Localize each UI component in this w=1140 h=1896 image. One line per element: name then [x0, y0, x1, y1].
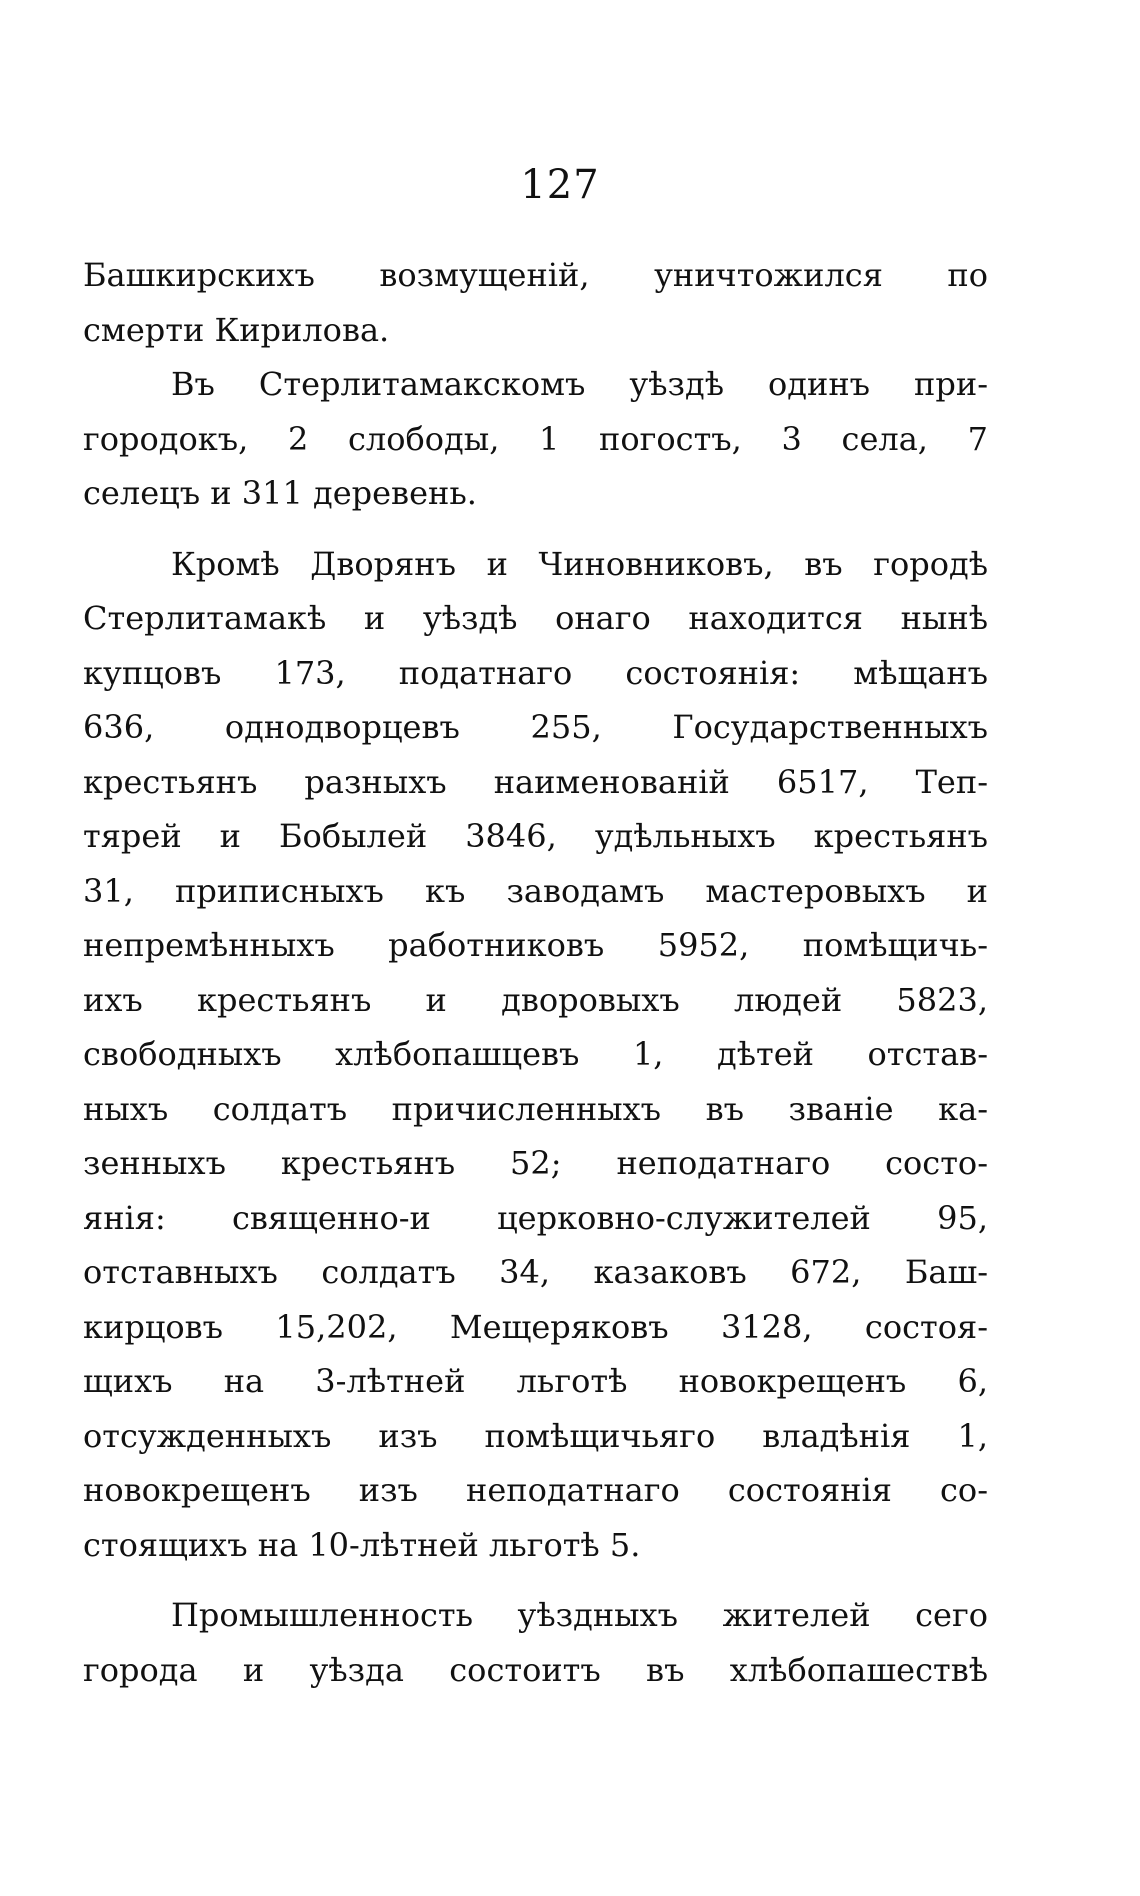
text-line: селецъ и 311 деревень.: [83, 474, 477, 512]
text-line: непремѣнныхъ работниковъ 5952, помѣщичь-: [83, 926, 988, 964]
text-line: 636, однодворцевъ 255, Государственныхъ: [83, 708, 988, 746]
text-line: свободныхъ хлѣбопашцевъ 1, дѣтей отстав-: [83, 1035, 988, 1073]
paragraph: [83, 537, 988, 1573]
text-line: стоящихъ на 10-лѣтней льготѣ 5.: [83, 1525, 641, 1564]
text-line: янія: священно-и церковно-служителей 95,: [83, 1198, 988, 1237]
paragraph: [83, 1588, 988, 1697]
text-line: Промышленность уѣздныхъ жителей сего: [171, 1596, 988, 1634]
paragraph: [83, 248, 988, 357]
text-line: тярей и Бобылей 3846, удѣльныхъ крестьянъ: [83, 817, 988, 855]
text-line: купцовъ 173, податнаго состоянія: мѣщанъ: [83, 653, 988, 692]
text-line: ихъ крестьянъ и дворовыхъ людей 5823,: [83, 980, 988, 1019]
text-line: города и уѣзда состоитъ въ хлѣбопашествѣ: [83, 1650, 988, 1689]
text-line: новокрещенъ изъ неподатнаго состоянія со-: [83, 1471, 988, 1509]
paragraph: [83, 357, 988, 521]
text-line: смерти Кирилова.: [83, 310, 390, 349]
text-line: отсужденныхъ изъ помѣщичьяго владѣнія 1,: [83, 1416, 988, 1455]
text-line: кирцовъ 15,202, Мещеряковъ 3128, состоя-: [83, 1307, 988, 1346]
body-text: [83, 248, 988, 1697]
text-line: 31, приписныхъ къ заводамъ мастеровыхъ и: [83, 871, 988, 910]
text-line: Башкирскихъ возмущеній, уничтожился по: [83, 256, 988, 294]
text-line: зенныхъ крестьянъ 52; неподатнаго состо-: [83, 1144, 988, 1182]
text-line: Въ Стерлитамакскомъ уѣздѣ одинъ при-: [171, 365, 988, 403]
text-line: городокъ, 2 слободы, 1 погостъ, 3 села, 7: [83, 419, 988, 458]
text-line: Кромѣ Дворянъ и Чиновниковъ, въ городѣ: [171, 544, 988, 583]
page-number: 127: [520, 162, 600, 208]
text-line: крестьянъ разныхъ наименованій 6517, Теп-: [83, 762, 988, 801]
text-line: отставныхъ солдатъ 34, казаковъ 672, Баш-: [83, 1253, 988, 1291]
text-line: Стерлитамакѣ и уѣздѣ онаго находится нынѣ: [83, 599, 988, 637]
text-line: щихъ на 3-лѣтней льготѣ новокрещенъ 6,: [83, 1362, 988, 1400]
text-line: ныхъ солдатъ причисленныхъ въ званіе ка-: [83, 1089, 988, 1128]
